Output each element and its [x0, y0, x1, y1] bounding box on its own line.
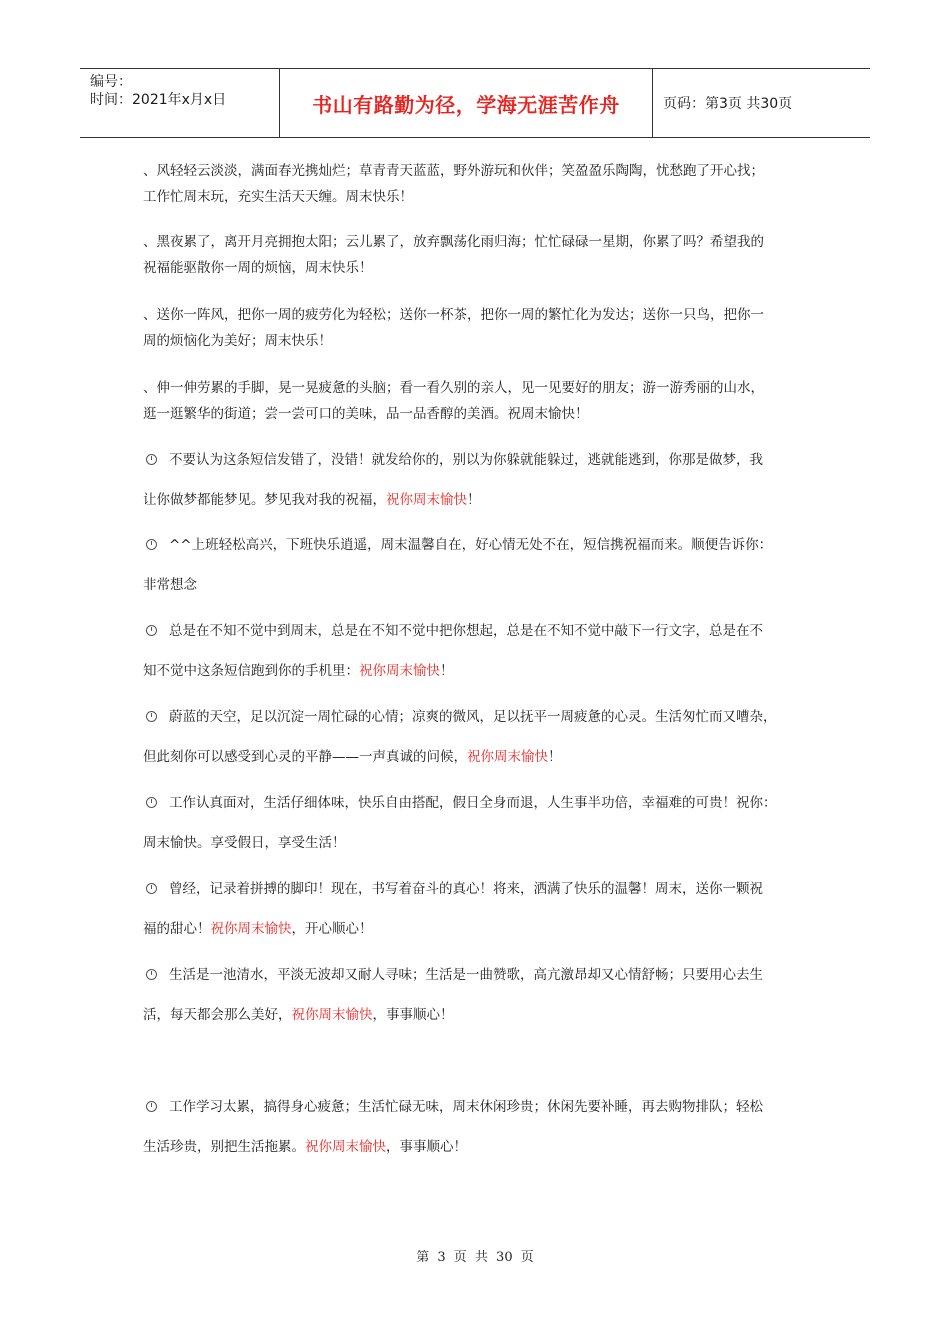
message-line: 工作学习太累，搞得身心疲惫；生活忙碌无味，周末休闲珍贵；休闲先要补睡，再去购物排队；轻松 [169, 1099, 763, 1115]
clock-icon [146, 454, 157, 465]
header-meta [80, 69, 280, 137]
message-line: 生活珍贵，别把生活拖累。 [143, 1139, 305, 1155]
message-item [143, 869, 808, 949]
message-item [143, 611, 808, 691]
message-line: 曾经，记录着拼搏的脚印！现在，书写着奋斗的真心！将来，洒满了快乐的温馨！周末，送你一颗祝 [169, 881, 763, 897]
message-line-end: ！ [440, 663, 454, 679]
highlight-text: 祝你周末愉快 [386, 492, 467, 508]
message-line-end: ！ [548, 749, 562, 765]
message-line: 知不觉中这条短信跑到你的手机里： [143, 663, 359, 679]
message-item [143, 697, 808, 777]
message-item [143, 525, 808, 605]
paragraph [143, 160, 808, 208]
highlight-text: 祝你周末愉快 [359, 663, 440, 679]
clock-icon [146, 797, 157, 808]
paragraph-line: 工作忙周末玩，充实生活天天缠。周末快乐！ [143, 189, 413, 205]
message-line: 但此刻你可以感受到心灵的平静——一声真诚的问候， [143, 749, 467, 765]
message-item [143, 440, 808, 520]
clock-icon [146, 1101, 157, 1112]
message-line: ^^上班轻松高兴，下班快乐逍遥，周末温馨自在，好心情无处不在，短信携祝福而来。顺便告诉你： [169, 537, 773, 553]
paragraph-line: 、送你一阵风，把你一周的疲劳化为轻松；送你一杯茶，把你一周的繁忙化为发达；送你一只鸟，把你一 [143, 307, 764, 323]
message-item [143, 955, 808, 1035]
clock-icon [146, 883, 157, 894]
clock-icon [146, 539, 157, 550]
paragraph [143, 377, 808, 425]
message-line: 不要认为这条短信发错了，没错！就发给你的，别以为你躲就能躲过，逃就能逃到，你那是做梦，我 [169, 452, 763, 468]
message-line: 工作认真面对，生活仔细体味，快乐自由搭配，假日全身而退，人生事半功倍，幸福难的可贵！祝你： [169, 795, 777, 811]
message-line: 生活是一池清水，平淡无波却又耐人寻味；生活是一曲赞歌，高亢激昂却又心情舒畅；只要用心去生 [169, 967, 763, 983]
message-line-end: ！ [467, 492, 481, 508]
message-line-end: ，事事顺心！ [386, 1139, 467, 1155]
message-line: 蔚蓝的天空，足以沉淀一周忙碌的心情；凉爽的微风，足以抚平一周疲惫的心灵。生活匆忙而又嘈杂， [169, 709, 777, 725]
paragraph-line: 、风轻轻云淡淡，满面春光携灿烂；草青青天蓝蓝，野外游玩和伙伴；笑盈盈乐陶陶，忧愁跑了开心找； [143, 163, 764, 179]
message-line: 福的甜心！ [143, 921, 211, 937]
highlight-text: 祝你周末愉快 [305, 1139, 386, 1155]
paragraph [143, 304, 808, 352]
paragraph-line: 逛一逛繁华的街道；尝一尝可口的美味，品一品香醇的美酒。祝周末愉快！ [143, 406, 589, 422]
header-page-info: 页码：第3页 共30页 [663, 96, 793, 112]
header-motto: 书山有路勤为径，学海无涯苦作舟 [280, 69, 653, 137]
document-number-label: 编号： [90, 74, 132, 90]
clock-icon [146, 711, 157, 722]
message-line: 让你做梦都能梦见。梦见我对我的祝福， [143, 492, 386, 508]
paragraph-line: 、黑夜累了，离开月亮拥抱太阳；云儿累了，放弃飘荡化雨归海；忙忙碌碌一星期，你累了吗？希望我的 [143, 234, 764, 250]
message-item [143, 1087, 808, 1167]
message-line: 周末愉快。享受假日，享受生活！ [143, 835, 346, 851]
message-line-end: ，事事顺心！ [372, 1007, 454, 1023]
message-line: 总是在不知不觉中到周末，总是在不知不觉中把你想起，总是在不知不觉中敲下一行文字，总是在不 [169, 623, 763, 639]
highlight-text: 祝你周末愉快 [467, 749, 548, 765]
page-footer: 第 3 页 共 30 页 [416, 1250, 534, 1265]
paragraph-line: 、伸一伸劳累的手脚，晃一晃疲惫的头脑；看一看久别的亲人，见一见要好的朋友；游一游秀丽的山水， [143, 380, 764, 396]
message-line: 活，每天都会那么美好， [143, 1007, 292, 1023]
paragraph [143, 231, 808, 279]
highlight-text: 祝你周末愉快 [210, 921, 292, 937]
message-item [143, 783, 808, 863]
message-line-end: ，开心顺心！ [291, 921, 373, 937]
highlight-text: 祝你周末愉快 [291, 1007, 373, 1023]
clock-icon [146, 969, 157, 980]
paragraph-line: 祝福能驱散你一周的烦恼，周末快乐！ [143, 260, 373, 276]
message-line: 非常想念 [143, 577, 197, 593]
paragraph-line: 周的烦恼化为美好；周末快乐！ [143, 333, 332, 349]
document-date: 时间：2021年x月x日 [90, 92, 227, 108]
clock-icon [146, 625, 157, 636]
page-header [80, 68, 870, 138]
